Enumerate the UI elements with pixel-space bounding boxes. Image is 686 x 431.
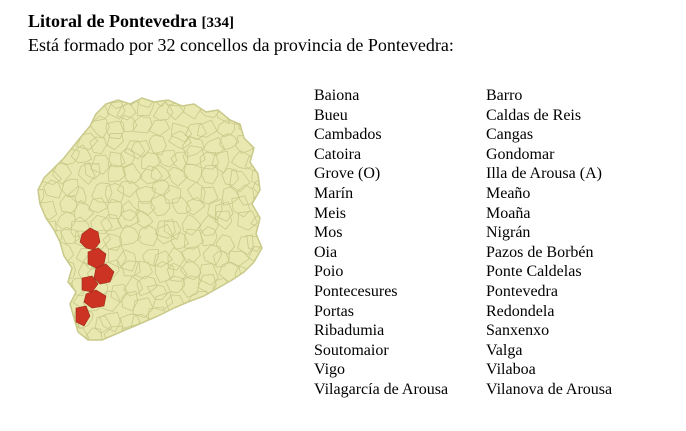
concello-item: Cambados — [314, 126, 382, 144]
municipal-border — [58, 107, 79, 124]
municipal-border — [40, 100, 56, 121]
concello-item: Ribadumia — [314, 322, 385, 340]
municipal-border — [249, 281, 266, 301]
municipal-border — [249, 297, 266, 315]
municipal-border — [181, 332, 198, 346]
municipal-border — [247, 115, 266, 136]
municipal-border — [246, 326, 264, 345]
municipal-border — [34, 96, 43, 104]
concello-item: Bueu — [314, 106, 348, 124]
title-text: Litoral de Pontevedra — [28, 11, 197, 31]
municipal-border — [39, 314, 58, 335]
municipal-border — [46, 123, 61, 141]
municipal-border — [233, 284, 252, 304]
municipal-border — [249, 102, 266, 121]
concello-item: Grove (O) — [314, 165, 381, 183]
municipal-border — [34, 259, 45, 277]
municipal-border — [198, 326, 219, 346]
municipal-border — [230, 294, 245, 315]
municipal-border — [174, 332, 189, 346]
concello-item: Marín — [314, 184, 354, 202]
concello-item: Pontevedra — [486, 282, 558, 300]
municipal-border — [218, 96, 239, 109]
municipal-border — [199, 318, 217, 331]
concello-item: Redondela — [486, 302, 555, 320]
municipal-border — [34, 297, 46, 316]
concello-item: Vilanova de Arousa — [486, 380, 613, 398]
municipal-border — [235, 328, 258, 346]
municipal-border — [219, 301, 238, 317]
municipal-border — [216, 323, 235, 342]
municipal-border — [253, 315, 267, 334]
municipal-border — [34, 130, 47, 149]
page-description: Está formado por 32 concellos da provincia de Pontevedra: — [28, 35, 454, 55]
municipal-border — [53, 119, 71, 138]
municipal-border — [44, 250, 63, 270]
municipal-border — [51, 292, 70, 311]
municipal-border — [181, 96, 197, 101]
concello-item: Pontecesures — [314, 282, 398, 300]
municipal-border — [43, 326, 61, 345]
municipal-border — [70, 96, 92, 100]
municipal-border — [39, 291, 55, 308]
concello-item: Poio — [314, 263, 344, 281]
concello-item: Sanxenxo — [486, 322, 550, 340]
municipal-border — [170, 314, 190, 331]
municipal-border — [34, 314, 43, 330]
concello-item: Vigo — [314, 361, 346, 379]
municipal-border — [34, 329, 41, 345]
title-code: [334] — [201, 15, 234, 31]
concello-item: Cangas — [486, 126, 534, 144]
concello-item: Nigrán — [486, 224, 531, 242]
municipal-border — [215, 313, 234, 332]
municipal-border — [34, 198, 40, 219]
concello-item: Catoira — [314, 145, 362, 163]
page-title — [28, 10, 234, 34]
municipal-border — [39, 278, 58, 297]
concello-item: Ponte Caldelas — [486, 263, 582, 281]
municipal-border — [154, 324, 173, 341]
municipal-border — [34, 115, 43, 135]
municipal-border — [34, 105, 40, 119]
municipal-border — [57, 283, 75, 299]
municipal-border — [54, 323, 73, 343]
municipal-border — [239, 115, 253, 133]
municipal-border — [34, 275, 40, 293]
concello-item: Valga — [486, 341, 523, 359]
concello-item: Illa de Arousa (A) — [486, 165, 602, 183]
concello-item: Soutomaior — [314, 341, 389, 359]
municipal-border — [234, 96, 248, 105]
municipal-border — [235, 316, 255, 334]
concello-item: Moaña — [486, 204, 531, 222]
concello-item: Portas — [314, 302, 354, 320]
concello-item: Pazos de Borbén — [486, 243, 594, 261]
concello-item: Mos — [314, 224, 343, 242]
concello-item: Barro — [486, 87, 523, 104]
municipal-border — [204, 96, 224, 109]
municipal-border — [34, 209, 39, 229]
concello-item: Meaño — [486, 184, 531, 202]
concellos-column-1 — [314, 86, 448, 400]
concello-item: Baiona — [314, 87, 360, 104]
municipal-border — [187, 312, 203, 329]
municipal-border — [61, 96, 81, 100]
municipal-border — [206, 299, 220, 316]
municipal-border — [254, 260, 266, 275]
concello-item: Gondomar — [486, 145, 555, 163]
municipal-border — [34, 251, 41, 269]
concello-item: Meis — [314, 204, 346, 222]
municipal-border — [34, 156, 48, 172]
concellos-column-2 — [486, 86, 612, 400]
concello-item: Caldas de Reis — [486, 106, 582, 124]
municipal-border — [140, 327, 161, 346]
municipal-border — [39, 96, 53, 105]
concello-item: Vilagarcía de Arousa — [314, 380, 449, 398]
concello-item: Vilaboa — [486, 361, 536, 379]
municipal-border — [247, 96, 264, 109]
galicia-map-icon — [34, 96, 266, 346]
municipal-border — [44, 261, 64, 277]
municipal-border — [34, 231, 41, 251]
municipal-border — [42, 129, 63, 151]
concello-item: Oia — [314, 243, 338, 261]
